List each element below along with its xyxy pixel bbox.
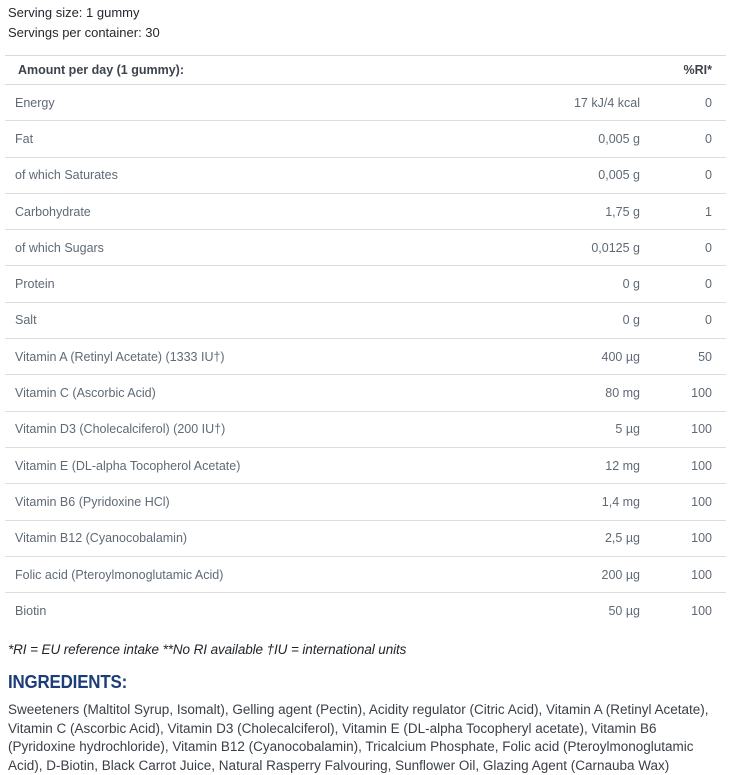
amount-value: 5 µg bbox=[615, 422, 640, 437]
amount-value: 12 mg bbox=[605, 458, 640, 473]
nutrient-label: Vitamin E (DL-alpha Tocopherol Acetate) bbox=[15, 458, 241, 473]
nutrient-label: Folic acid (Pteroylmonoglutamic Acid) bbox=[15, 567, 224, 582]
nutrient-label: Vitamin B6 (Pyridoxine HCl) bbox=[15, 494, 170, 509]
amount-value: 200 µg bbox=[601, 567, 640, 582]
ri-value: 50 bbox=[698, 349, 712, 364]
ri-value: 1 bbox=[705, 204, 712, 219]
nutrient-label: Protein bbox=[15, 277, 55, 292]
table-row bbox=[5, 375, 726, 411]
table-row bbox=[5, 339, 726, 375]
amount-value: 1,75 g bbox=[605, 204, 640, 219]
amount-value: 1,4 mg bbox=[601, 494, 640, 509]
table-row bbox=[5, 230, 726, 266]
ri-value: 100 bbox=[691, 567, 712, 582]
table-body bbox=[5, 85, 726, 628]
table-header-row bbox=[5, 55, 726, 85]
nutrient-label: of which Saturates bbox=[15, 168, 118, 183]
ri-value: 0 bbox=[705, 168, 712, 183]
amount-value: 50 µg bbox=[608, 603, 640, 618]
ri-value: 100 bbox=[691, 422, 712, 437]
ri-value: 100 bbox=[691, 531, 712, 546]
ri-header: %RI* bbox=[683, 63, 712, 77]
amount-value: 0 g bbox=[622, 313, 640, 328]
table-row bbox=[5, 194, 726, 230]
amount-value: 0 g bbox=[622, 277, 640, 292]
table-row bbox=[5, 266, 726, 302]
table-row bbox=[5, 521, 726, 557]
amount-per-day-header: Amount per day (1 gummy): bbox=[18, 63, 184, 77]
serving-size-line: Serving size: 1 gummy bbox=[8, 5, 140, 20]
table-row bbox=[5, 484, 726, 520]
amount-value: 0,0125 g bbox=[591, 240, 640, 255]
nutrient-label: Vitamin A (Retinyl Acetate) (1333 IU†) bbox=[15, 349, 225, 364]
amount-value: 400 µg bbox=[601, 349, 640, 364]
nutrient-label: Salt bbox=[15, 313, 37, 328]
table-row bbox=[5, 593, 726, 628]
table-row bbox=[5, 557, 726, 593]
nutrient-label: Vitamin B12 (Cyanocobalamin) bbox=[15, 531, 188, 546]
serving-info bbox=[0, 0, 731, 43]
nutrient-label: Biotin bbox=[15, 603, 47, 618]
ri-value: 0 bbox=[705, 131, 712, 146]
amount-value: 17 kJ/4 kcal bbox=[573, 95, 640, 110]
amount-value: 0,005 g bbox=[598, 131, 640, 146]
table-row bbox=[5, 303, 726, 339]
amount-value: 80 mg bbox=[605, 386, 640, 401]
ri-value: 100 bbox=[691, 386, 712, 401]
ri-value: 0 bbox=[705, 313, 712, 328]
table-row bbox=[5, 85, 726, 121]
ri-value: 100 bbox=[691, 458, 712, 473]
nutrition-table bbox=[5, 55, 726, 628]
table-row bbox=[5, 121, 726, 157]
ri-value: 0 bbox=[705, 277, 712, 292]
amount-value: 0,005 g bbox=[598, 168, 640, 183]
nutrient-label: Carbohydrate bbox=[15, 204, 91, 219]
table-row bbox=[5, 412, 726, 448]
ingredients-heading: INGREDIENTS: bbox=[8, 672, 128, 693]
nutrient-label: Energy bbox=[15, 95, 55, 110]
ri-value: 100 bbox=[691, 603, 712, 618]
table-row bbox=[5, 448, 726, 484]
nutrient-label: Fat bbox=[15, 131, 34, 146]
ri-value: 0 bbox=[705, 95, 712, 110]
nutrient-label: Vitamin D3 (Cholecalciferol) (200 IU†) bbox=[15, 422, 226, 437]
nutrient-label: of which Sugars bbox=[15, 240, 104, 255]
reference-intake-footnote: *RI = EU reference intake **No RI available †IU = international units bbox=[8, 642, 407, 658]
ingredients-text: Sweeteners (Maltitol Syrup, Isomalt), Gelling agent (Pectin), Acidity regulator (Citric Acid), Vitamin A (Retinyl Acetate), Vitamin C (Ascorbic Acid), Vitamin D3 (Cholecalciferol), Vitamin E (DL-alpha Tocopheryl acetate), Vitamin B6 (Pyridoxine hydrochloride), Vitamin B12 (Cyanocobalamin), Tricalcium Phosphate, Folic acid (Pteroylmonoglutamic Acid), D-Biotin, Black Carrot Juice, Natural Rasperry Falvouring, Sunflower Oil, Glazing Agent (Carnauba Wax) bbox=[8, 702, 709, 773]
nutrient-label: Vitamin C (Ascorbic Acid) bbox=[15, 386, 156, 401]
ri-value: 100 bbox=[691, 494, 712, 509]
table-row bbox=[5, 158, 726, 194]
amount-value: 2,5 µg bbox=[604, 531, 640, 546]
ri-value: 0 bbox=[705, 240, 712, 255]
servings-per-container-line: Servings per container: 30 bbox=[8, 25, 160, 40]
